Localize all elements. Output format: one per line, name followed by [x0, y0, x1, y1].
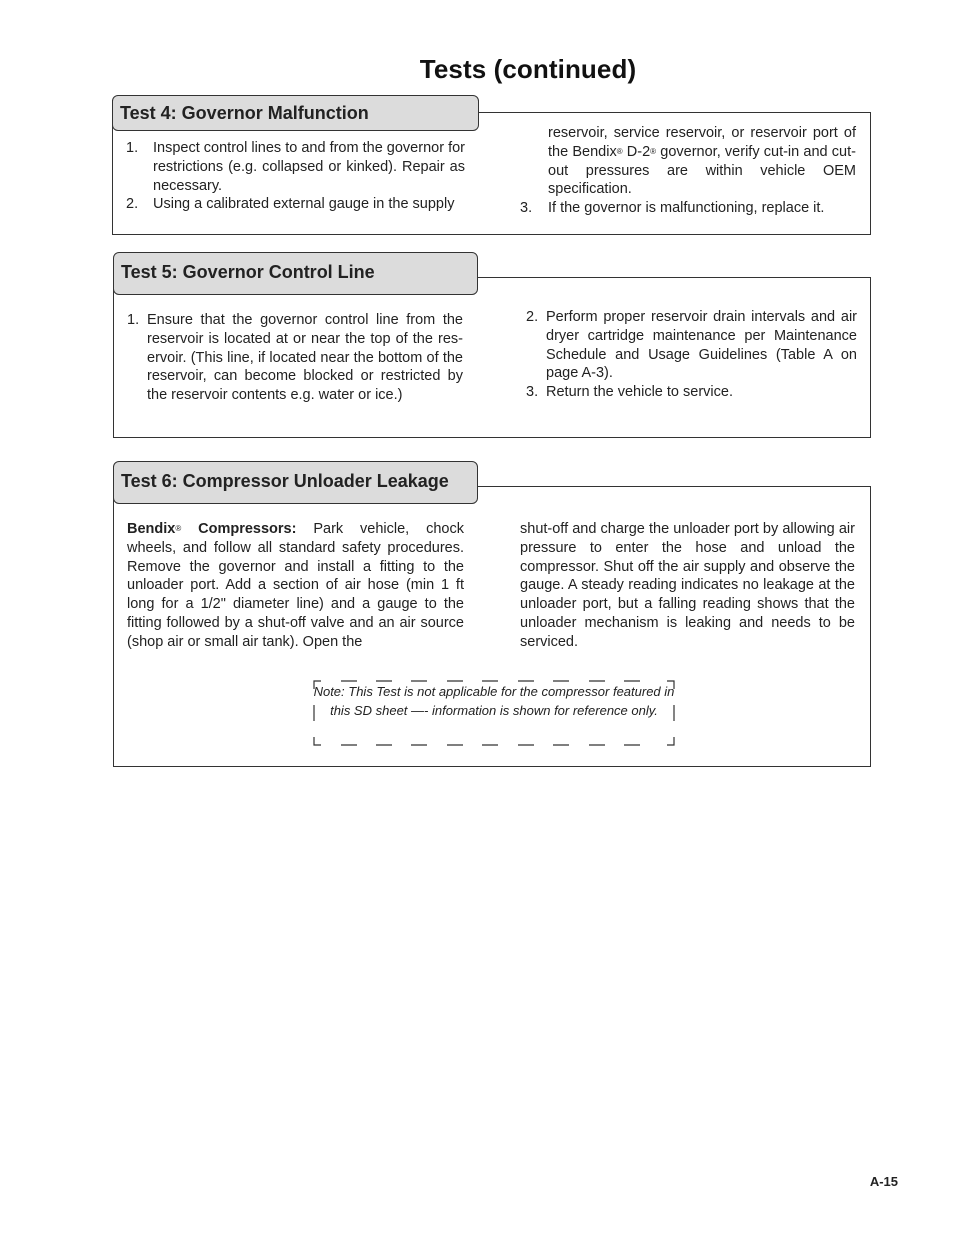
test6-title: Test 6: Compressor Unloader Leakage [113, 461, 478, 504]
continuation-text-b: D-2 [622, 143, 651, 160]
list-number: 3. [520, 200, 533, 217]
test6-left-column [127, 520, 464, 652]
test4-left-column [126, 139, 465, 214]
left-text: Park vehicle, chock wheels, and follow all standard safety procedures. Remove the governor and install a fitting to the unloader port. Add a section of air hose (min 1 ft long for a 1/2" diameter line) and a gauge to the fitting followed by a shut-off valve and an air source (shop air or small air tank). Open the [127, 521, 464, 650]
list-text: Ensure that the governor control line from the reservoir is located at or near the top of the res-ervoir. (This line, if located near the bottom of the reservoir, can become blocked or restricted by the reservoir contents e.g. water or ice.) [147, 312, 463, 404]
registered-mark: ® [175, 524, 182, 533]
list-number: 3. [526, 384, 539, 401]
registered-mark: ® [616, 146, 623, 156]
list-item [126, 195, 465, 214]
note-box [313, 680, 675, 746]
list-text: Inspect control lines to and from the governor for restrictions (e.g. collapsed or kinked). Repair as necessary. [153, 140, 465, 194]
list-item [520, 199, 856, 218]
list-text: Return the vehicle to service. [546, 384, 733, 401]
list-number: 1. [126, 140, 139, 156]
registered-mark: ® [650, 146, 657, 156]
test5-left-column [127, 311, 463, 405]
test5-right-column [526, 308, 857, 402]
page-number: A-15 [869, 1174, 898, 1189]
test4-right-column [520, 124, 856, 218]
test5-title: Test 5: Governor Control Line [113, 252, 478, 295]
right-text: shut-off and charge the unloader port by allowing air pressure to enter the hose and unload the compressor. Shut off the air supply and observe the gauge. A steady reading indicates no leakage at the unloader port, but a falling reading shows that the unloader mechanism is leaking and needs to be serviced. [520, 521, 855, 650]
list-number: 2. [526, 309, 539, 325]
list-item [127, 311, 463, 405]
list-text: Using a calibrated external gauge in the supply [153, 196, 455, 213]
list-item [526, 308, 857, 383]
test4-title: Test 4: Governor Malfunction [112, 95, 479, 131]
list-item [526, 383, 857, 402]
list-text: If the governor is malfunctioning, replace it. [548, 200, 825, 217]
page-title: Tests (continued) [419, 54, 637, 84]
list-item [126, 139, 465, 195]
note-text: Note: This Test is not applicable for the compressor featured in this SD sheet —- information is shown for reference only. [313, 684, 675, 718]
continuation-text-a: reservoir, service reservoir, or reservoir port of the Bendix [548, 125, 856, 160]
lead-bold-b: Compressors: [181, 521, 297, 537]
lead-bold: Bendix [127, 521, 176, 537]
list-text: Perform proper reservoir drain intervals and air dryer cartridge maintenance per Maintenance Schedule and Usage Guidelines (Table A on page A-3). [546, 309, 857, 382]
continuation-text-c: governor, verify cut-in and cut-out pressures are within vehicle OEM specification. [548, 143, 856, 198]
list-continuation [520, 124, 856, 199]
list-number: 2. [126, 196, 139, 213]
test6-right-column [520, 520, 855, 652]
list-number: 1. [127, 312, 140, 328]
